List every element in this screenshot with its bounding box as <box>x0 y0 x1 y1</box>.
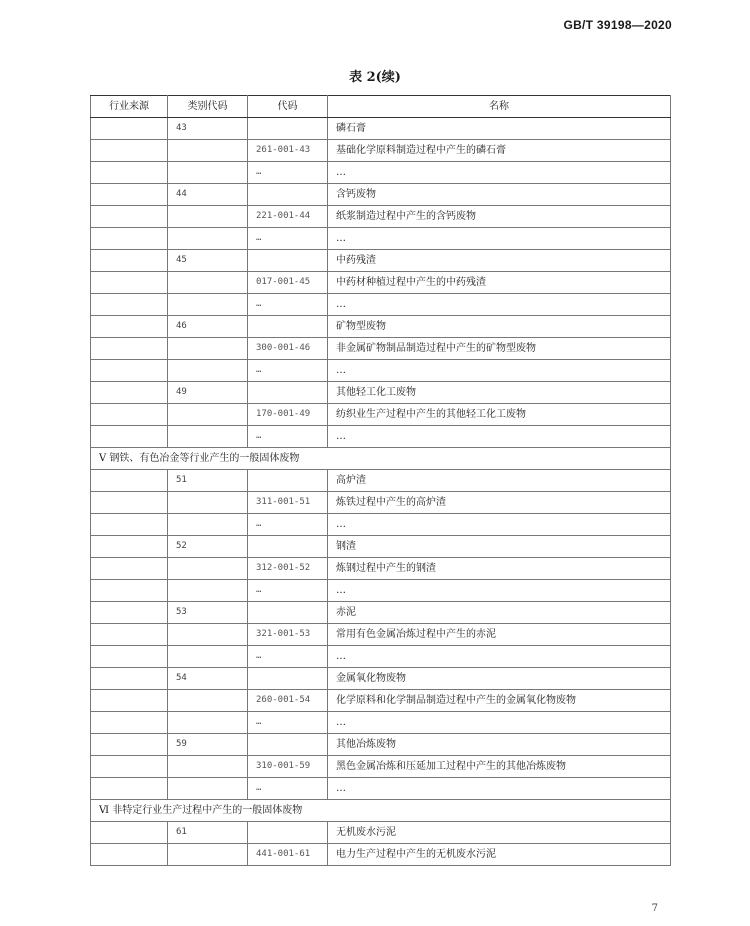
table-header-row <box>91 96 671 118</box>
cell-category: 54 <box>168 668 248 690</box>
cell-source <box>91 118 168 140</box>
table-row <box>91 602 671 624</box>
cell-code: … <box>248 514 328 536</box>
cell-name: 纺织业生产过程中产生的其他轻工化工废物 <box>328 404 671 426</box>
cell-code: 017-001-45 <box>248 272 328 294</box>
cell-source <box>91 228 168 250</box>
column-header-code: 代码 <box>248 96 328 118</box>
cell-source <box>91 646 168 668</box>
cell-name: 钢渣 <box>328 536 671 558</box>
cell-source <box>91 382 168 404</box>
table-row <box>91 140 671 162</box>
table-row <box>91 756 671 778</box>
cell-source <box>91 426 168 448</box>
cell-code: 312-001-52 <box>248 558 328 580</box>
cell-name: … <box>328 778 671 800</box>
cell-category <box>168 514 248 536</box>
cell-source <box>91 822 168 844</box>
cell-code <box>248 470 328 492</box>
cell-code <box>248 602 328 624</box>
cell-name: 矿物型废物 <box>328 316 671 338</box>
cell-source <box>91 272 168 294</box>
table-row <box>91 228 671 250</box>
cell-name: 金属氧化物废物 <box>328 668 671 690</box>
cell-category <box>168 162 248 184</box>
cell-category <box>168 140 248 162</box>
cell-code <box>248 734 328 756</box>
cell-code: 261-001-43 <box>248 140 328 162</box>
cell-name: 非金属矿物制品制造过程中产生的矿物型废物 <box>328 338 671 360</box>
cell-code: … <box>248 778 328 800</box>
cell-source <box>91 250 168 272</box>
cell-code: 311-001-51 <box>248 492 328 514</box>
cell-name: 纸浆制造过程中产生的含钙废物 <box>328 206 671 228</box>
cell-code: 321-001-53 <box>248 624 328 646</box>
cell-name: 含钙废物 <box>328 184 671 206</box>
table-row <box>91 646 671 668</box>
cell-source <box>91 404 168 426</box>
cell-code: 441-001-61 <box>248 844 328 866</box>
table-row <box>91 426 671 448</box>
table-row <box>91 470 671 492</box>
table-row <box>91 294 671 316</box>
cell-name: 电力生产过程中产生的无机废水污泥 <box>328 844 671 866</box>
cell-code <box>248 536 328 558</box>
cell-category: 43 <box>168 118 248 140</box>
table-row <box>91 536 671 558</box>
cell-source <box>91 140 168 162</box>
cell-name: … <box>328 162 671 184</box>
cell-category <box>168 690 248 712</box>
section-label: V 钢铁、有色冶金等行业产生的一般固体废物 <box>91 448 671 470</box>
cell-name: 赤泥 <box>328 602 671 624</box>
table-row <box>91 382 671 404</box>
cell-source <box>91 338 168 360</box>
table-row <box>91 558 671 580</box>
cell-name: 高炉渣 <box>328 470 671 492</box>
table-row <box>91 778 671 800</box>
cell-code <box>248 184 328 206</box>
column-header-category: 类别代码 <box>168 96 248 118</box>
cell-source <box>91 492 168 514</box>
column-header-source: 行业来源 <box>91 96 168 118</box>
section-label: Ⅵ 非特定行业生产过程中产生的一般固体废物 <box>91 800 671 822</box>
cell-category: 61 <box>168 822 248 844</box>
cell-code: 310-001-59 <box>248 756 328 778</box>
cell-category <box>168 404 248 426</box>
cell-name: 中药残渣 <box>328 250 671 272</box>
cell-category <box>168 228 248 250</box>
table-row <box>91 668 671 690</box>
table-row <box>91 338 671 360</box>
cell-name: … <box>328 580 671 602</box>
cell-code: … <box>248 162 328 184</box>
cell-name: 磷石膏 <box>328 118 671 140</box>
waste-classification-table <box>90 95 671 866</box>
table-row <box>91 734 671 756</box>
cell-code: 260-001-54 <box>248 690 328 712</box>
cell-code <box>248 382 328 404</box>
cell-source <box>91 624 168 646</box>
table-row <box>91 580 671 602</box>
table-row <box>91 118 671 140</box>
cell-category <box>168 272 248 294</box>
table-row <box>91 844 671 866</box>
cell-source <box>91 778 168 800</box>
cell-source <box>91 514 168 536</box>
table-row <box>91 822 671 844</box>
cell-name: … <box>328 294 671 316</box>
cell-source <box>91 536 168 558</box>
table-row <box>91 206 671 228</box>
table-body <box>91 118 671 866</box>
cell-code: … <box>248 360 328 382</box>
section-row <box>91 800 671 822</box>
cell-category <box>168 294 248 316</box>
cell-name: … <box>328 426 671 448</box>
cell-name: … <box>328 646 671 668</box>
cell-code <box>248 316 328 338</box>
column-header-name: 名称 <box>328 96 671 118</box>
cell-category <box>168 756 248 778</box>
cell-category: 46 <box>168 316 248 338</box>
cell-category <box>168 558 248 580</box>
cell-category: 49 <box>168 382 248 404</box>
cell-code <box>248 118 328 140</box>
cell-source <box>91 844 168 866</box>
cell-code: 221-001-44 <box>248 206 328 228</box>
table-row <box>91 162 671 184</box>
standard-code: GB/T 39198—2020 <box>563 18 672 32</box>
cell-category <box>168 646 248 668</box>
cell-code: 300-001-46 <box>248 338 328 360</box>
cell-name: 黑色金属冶炼和压延加工过程中产生的其他冶炼废物 <box>328 756 671 778</box>
cell-category <box>168 624 248 646</box>
cell-category <box>168 492 248 514</box>
cell-category <box>168 712 248 734</box>
table-row <box>91 404 671 426</box>
cell-category <box>168 206 248 228</box>
cell-source <box>91 206 168 228</box>
table-row <box>91 492 671 514</box>
cell-name: … <box>328 228 671 250</box>
cell-source <box>91 668 168 690</box>
cell-source <box>91 294 168 316</box>
cell-category <box>168 426 248 448</box>
cell-source <box>91 602 168 624</box>
cell-category <box>168 360 248 382</box>
cell-name: 化学原料和化学制品制造过程中产生的金属氧化物废物 <box>328 690 671 712</box>
cell-name: 无机废水污泥 <box>328 822 671 844</box>
cell-source <box>91 558 168 580</box>
cell-category: 44 <box>168 184 248 206</box>
cell-code <box>248 668 328 690</box>
cell-category: 52 <box>168 536 248 558</box>
table-row <box>91 360 671 382</box>
cell-source <box>91 690 168 712</box>
cell-code <box>248 822 328 844</box>
table-row <box>91 184 671 206</box>
cell-name: 其他轻工化工废物 <box>328 382 671 404</box>
cell-category <box>168 580 248 602</box>
table-row <box>91 624 671 646</box>
cell-name: … <box>328 712 671 734</box>
page-number: 7 <box>651 903 658 914</box>
cell-source <box>91 162 168 184</box>
table-title: 表 2(续) <box>349 70 401 85</box>
cell-category: 59 <box>168 734 248 756</box>
cell-category: 53 <box>168 602 248 624</box>
cell-source <box>91 316 168 338</box>
cell-source <box>91 184 168 206</box>
cell-code: … <box>248 580 328 602</box>
table-row <box>91 514 671 536</box>
cell-code: … <box>248 712 328 734</box>
cell-name: 常用有色金属冶炼过程中产生的赤泥 <box>328 624 671 646</box>
cell-code: … <box>248 646 328 668</box>
cell-name: 基础化学原料制造过程中产生的磷石膏 <box>328 140 671 162</box>
table-row <box>91 690 671 712</box>
cell-source <box>91 734 168 756</box>
cell-code <box>248 250 328 272</box>
cell-category <box>168 778 248 800</box>
cell-source <box>91 580 168 602</box>
cell-category <box>168 338 248 360</box>
cell-name: 炼钢过程中产生的钢渣 <box>328 558 671 580</box>
cell-name: 中药材种植过程中产生的中药残渣 <box>328 272 671 294</box>
cell-name: 其他冶炼废物 <box>328 734 671 756</box>
cell-source <box>91 756 168 778</box>
cell-category: 45 <box>168 250 248 272</box>
table-row <box>91 250 671 272</box>
table-row <box>91 712 671 734</box>
cell-code: 170-001-49 <box>248 404 328 426</box>
cell-code: … <box>248 228 328 250</box>
cell-source <box>91 360 168 382</box>
cell-source <box>91 470 168 492</box>
cell-name: … <box>328 360 671 382</box>
cell-category <box>168 844 248 866</box>
section-row <box>91 448 671 470</box>
cell-code: … <box>248 426 328 448</box>
table-row <box>91 272 671 294</box>
table-row <box>91 316 671 338</box>
cell-name: 炼铁过程中产生的高炉渣 <box>328 492 671 514</box>
cell-source <box>91 712 168 734</box>
cell-code: … <box>248 294 328 316</box>
cell-name: … <box>328 514 671 536</box>
cell-category: 51 <box>168 470 248 492</box>
